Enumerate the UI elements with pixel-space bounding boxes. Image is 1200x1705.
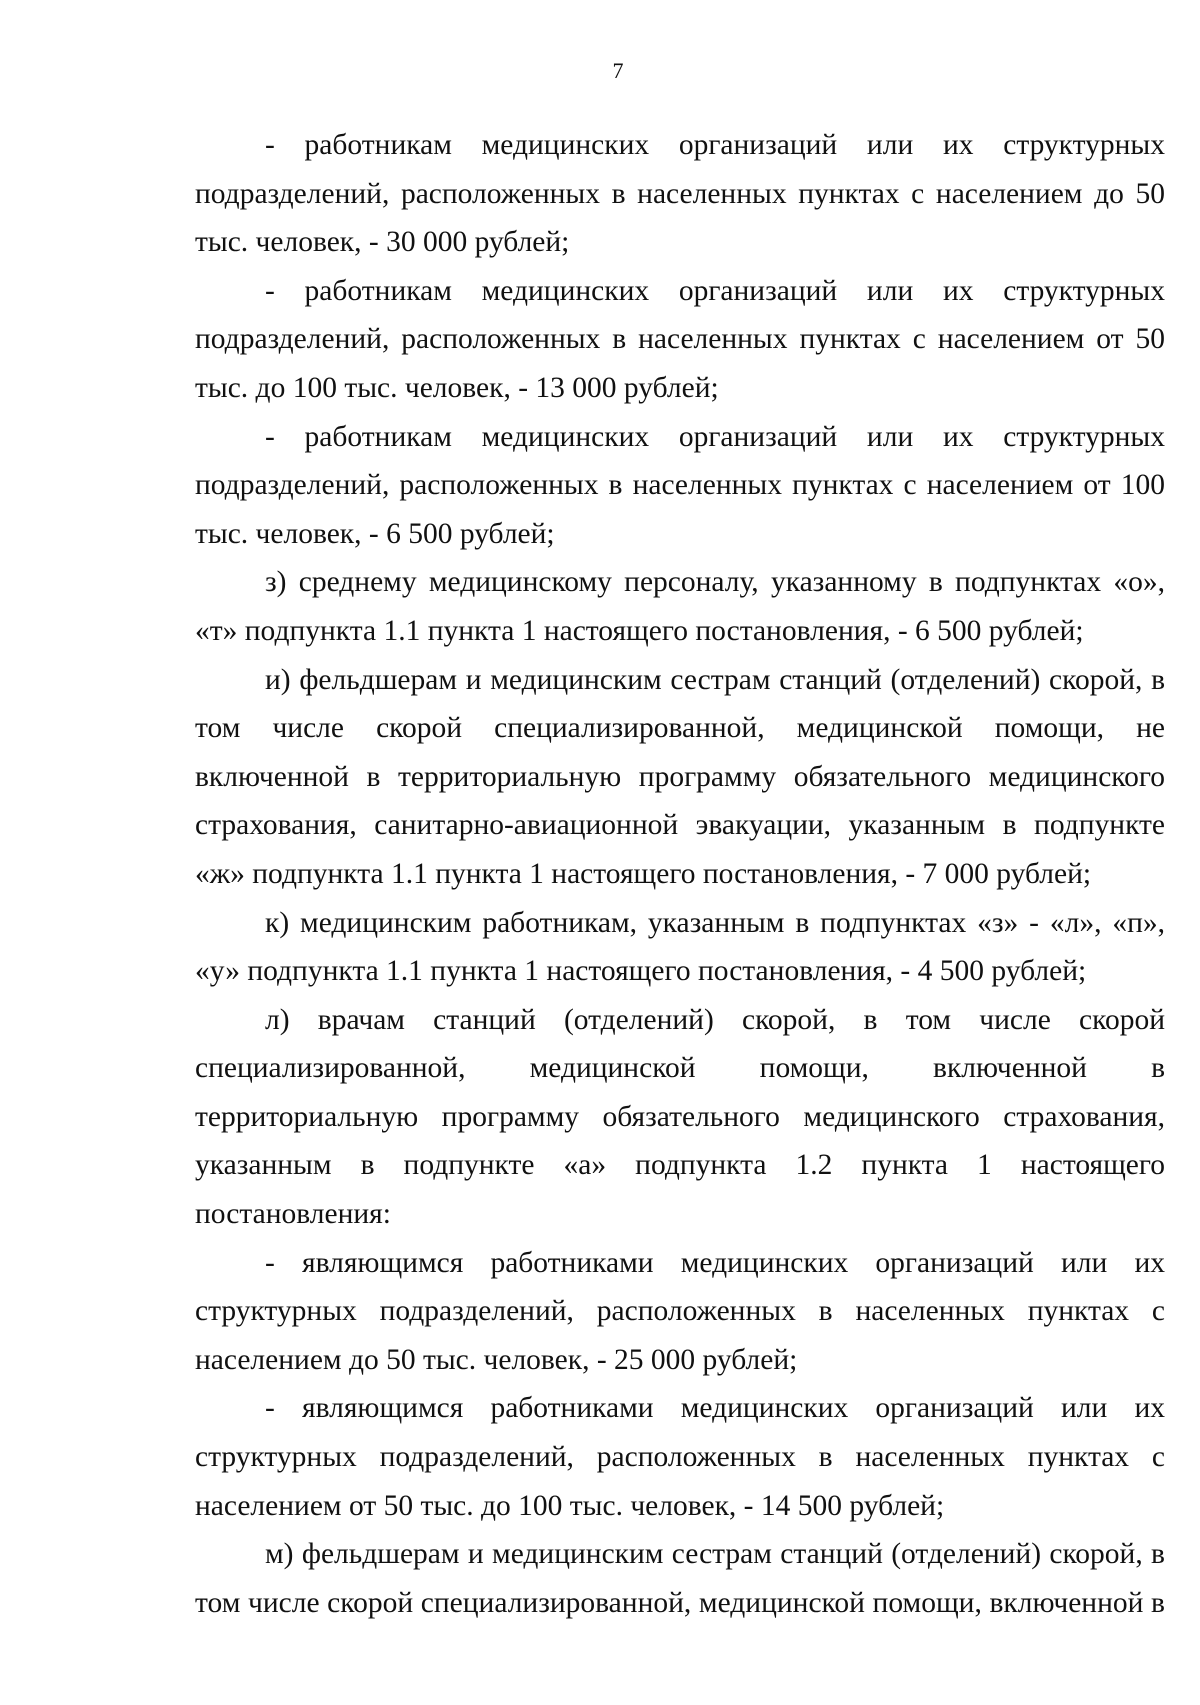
paragraph-bullet-doctors-50k-100k: - являющимся работниками медицинских организаций или их структурных подразделений, расположенных в населенных пунктах с населением от 50 тыс. до 100 тыс. человек, - 14 500 рублей; xyxy=(195,1392,1165,1522)
paragraph-bullet-pop-under-50k: - работникам медицинских организаций или их структурных подразделений, расположенных в населенных пунктах с населением до 50 тыс. человек, - 30 000 рублей; xyxy=(195,129,1165,259)
paragraph-item-z: з) среднему медицинскому персоналу, указанному в подпунктах «о», «т» подпункта 1.1 пункта 1 настоящего постановления, - 6 500 рублей; xyxy=(195,566,1165,647)
paragraph-bullet-doctors-under-50k: - являющимся работниками медицинских организаций или их структурных подразделений, расположенных в населенных пунктах с населением до 50 тыс. человек, - 25 000 рублей; xyxy=(195,1246,1165,1376)
paragraph-item-l: л) врачам станций (отделений) скорой, в том числе скорой специализированной, медицинской помощи, включенной в территориальную программу обязательного медицинского страхования, указанным в подпункте «а» подпункта 1.2 пункта 1 настоящего постановления: xyxy=(195,1003,1165,1231)
paragraph-item-i: и) фельдшерам и медицинским сестрам станций (отделений) скорой, в том числе скорой специализированной, медицинской помощи, не включенной в территориальную программу обязательного медицинского страхования, санитарно-авиационной эвакуации, указанным в подпункте «ж» подпункта 1.1 пункта 1 настоящего постановления, - 7 000 рублей; xyxy=(195,663,1165,890)
paragraph-bullet-pop-50k-100k: - работникам медицинских организаций или их структурных подразделений, расположенных в населенных пунктах с населением от 50 тыс. до 100 тыс. человек, - 13 000 рублей; xyxy=(195,274,1165,404)
paragraph-bullet-pop-over-100k: - работникам медицинских организаций или их структурных подразделений, расположенных в населенных пунктах с населением от 100 тыс. человек, - 6 500 рублей; xyxy=(195,420,1165,550)
document-body xyxy=(195,121,1165,1627)
paragraph-item-m: м) фельдшерам и медицинским сестрам станций (отделений) скорой, в том числе скорой специализированной, медицинской помощи, включенной в xyxy=(195,1538,1165,1619)
paragraph-item-k: к) медицинским работникам, указанным в подпунктах «з» - «л», «п», «у» подпункта 1.1 пункта 1 настоящего постановления, - 4 500 рублей; xyxy=(195,906,1165,988)
page-number: 7 xyxy=(612,58,624,83)
